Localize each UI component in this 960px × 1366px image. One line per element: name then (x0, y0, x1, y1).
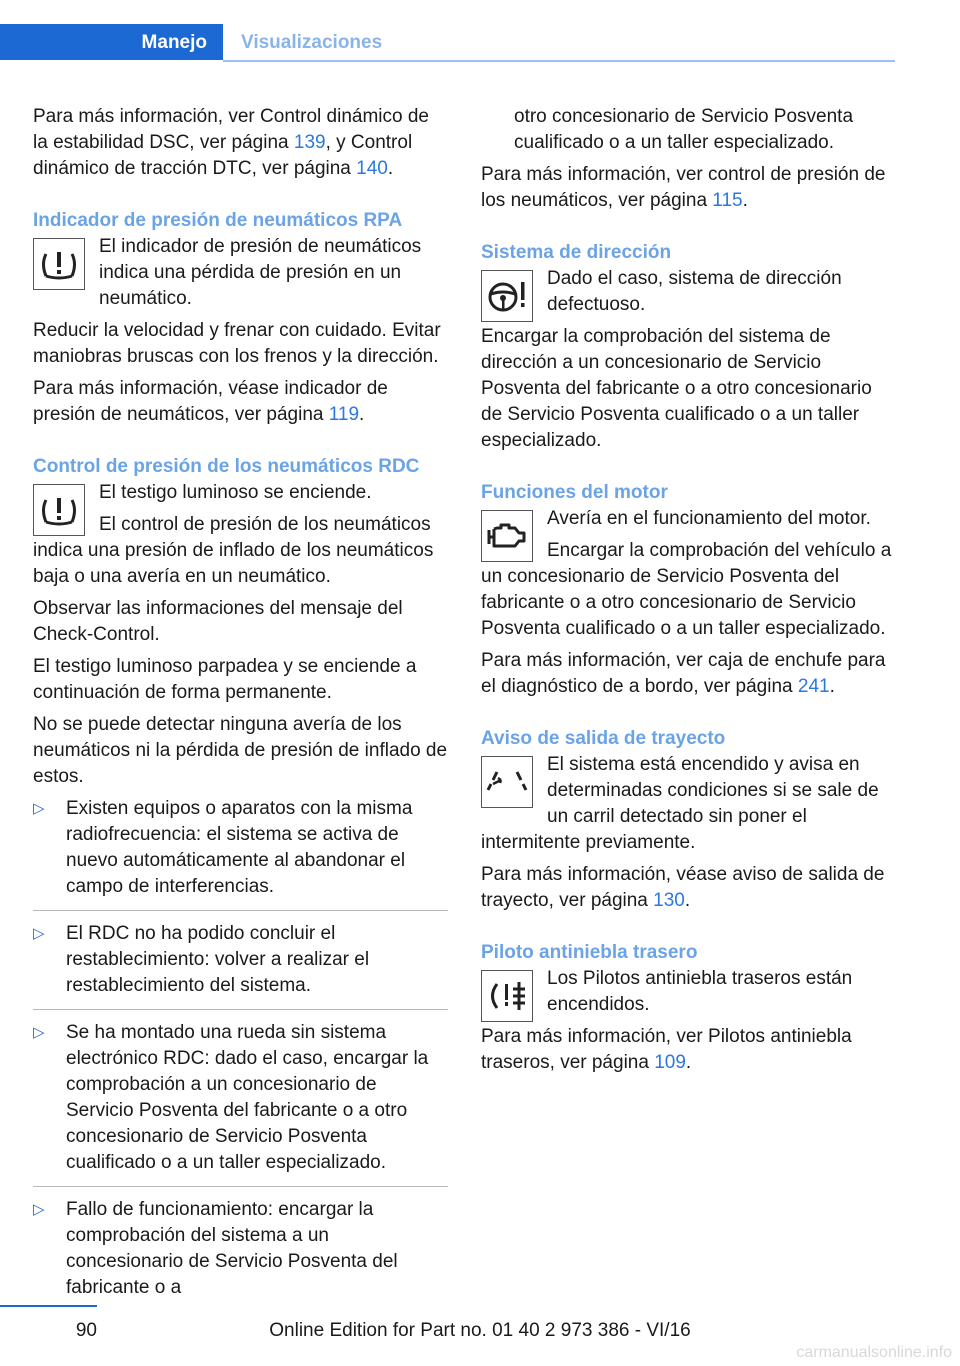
rdc-description-1: El testigo luminoso se enciende. (99, 482, 372, 503)
arrow-bullet-icon: ▷ (33, 925, 45, 942)
bullet-continuation: otro concesionario de Servicio Posventa cualificado o a un taller especializado. (514, 106, 854, 153)
rdc-paragraph-3: No se puede detectar ninguna avería de los neumáticos ni la pérdida de presión de inflado de estos. (33, 714, 448, 787)
engine-entry (481, 506, 894, 648)
engine-description: Avería en el funcionamiento del motor. (547, 508, 871, 529)
rpa-paragraph-2: Para más información, véase indicador de presión de neumáticos, ver página 119. (33, 378, 388, 425)
rpa-paragraph-1: Reducir la velocidad y frenar con cuidado. Evitar maniobras bruscas con los frenos y la dirección. (33, 320, 441, 367)
list-item: ▷ Fallo de funcionamiento: encargar la comprobación del sistema a un concesionario de Servicio Posventa del fabricante o a (33, 1199, 398, 1298)
page-link-130[interactable]: 130 (653, 890, 685, 911)
tire-pressure-warning-icon (33, 484, 85, 536)
section-title-rpa: Indicador de presión de neumáticos RPA (33, 210, 403, 231)
section-title-engine: Funciones del motor (481, 482, 668, 503)
right-column (481, 104, 894, 1082)
steering-warning-icon (481, 270, 533, 322)
page-link-241[interactable]: 241 (797, 676, 830, 697)
edition-note: Online Edition for Part no. 01 40 2 973 386 - VI/16 (269, 1320, 691, 1341)
tire-control-paragraph: Para más información, ver control de presión de los neumáticos, ver página 115. (481, 164, 886, 211)
section-title-steering: Sistema de dirección (481, 242, 672, 263)
page-link-115[interactable]: 115 (712, 190, 743, 211)
page-number: 90 (75, 1320, 97, 1341)
header-rule (223, 60, 895, 62)
rpa-description: El indicador de presión de neumáticos indica una pérdida de presión en un neumático. (99, 236, 422, 309)
lane-departure-icon (481, 756, 533, 808)
footer-rule (0, 1305, 97, 1307)
page-link-119[interactable]: 119 (328, 404, 360, 425)
engine-instruction: Encargar la comprobación del vehículo a un concesionario de Servicio Posventa del fabricante o a otro concesionario de Servicio Posventa cualificado o a un taller especializado. (481, 540, 892, 639)
rdc-bullet-list (33, 796, 448, 1311)
list-item: ▷ Existen equipos o aparatos con la misma radiofrecuencia: el sistema se activa de nuevo automáticamente al abandonar el campo de interferencias. (33, 796, 448, 911)
intro-paragraph: Para más información, ver Control dinámico de la estabilidad DSC, ver página 139, y Control dinámico de tracción DTC, ver página 140. (33, 106, 430, 179)
section-title-fog: Piloto antiniebla trasero (481, 942, 698, 963)
fog-paragraph: Para más información, ver Pilotos antiniebla traseros, ver página 109. (481, 1026, 852, 1073)
section-title-rdc: Control de presión de los neumáticos RDC (33, 456, 420, 477)
tab-manejo[interactable]: Manejo (0, 24, 223, 60)
chapter-header (0, 24, 895, 62)
rdc-paragraph-2: El testigo luminoso parpadea y se enciende a continuación de forma permanente. (33, 656, 417, 703)
rear-fog-light-icon (481, 970, 533, 1022)
page-link-140[interactable]: 140 (356, 158, 388, 179)
list-item: ▷ El RDC no ha podido concluir el restablecimiento: volver a realizar el restablecimiento del sistema. (33, 921, 448, 1010)
engine-warning-icon (481, 510, 533, 562)
engine-paragraph: Para más información, ver caja de enchufe para el diagnóstico de a bordo, ver página 241. (481, 650, 886, 697)
tab-visualizaciones[interactable]: Visualizaciones (241, 32, 383, 53)
rdc-entry (33, 480, 448, 596)
left-column (33, 104, 448, 1321)
lane-entry (481, 752, 894, 862)
list-item: ▷ Se ha montado una rueda sin sistema electrónico RDC: dado el caso, encargar la comprobación a un concesionario de Servicio Posventa del fabricante o a otro concesionario de Servicio Posventa cualificado o a un taller especializado. (33, 1020, 448, 1187)
page-link-139[interactable]: 139 (293, 132, 326, 153)
fog-entry (481, 966, 894, 1082)
rpa-entry (33, 234, 448, 318)
tire-pressure-warning-icon (33, 238, 85, 290)
rdc-paragraph-1: Observar las informaciones del mensaje del Check-Control. (33, 598, 403, 645)
steering-instruction: Encargar la comprobación del sistema de dirección a un concesionario de Servicio Posventa del fabricante o a otro concesionario de Servicio Posventa cualificado o a un taller especializado. (481, 326, 872, 451)
rdc-description-2: El control de presión de los neumáticos indica una presión de inflado de los neumáticos baja o una avería en un neumático. (33, 514, 434, 587)
steering-description: Dado el caso, sistema de dirección defectuoso. (547, 268, 842, 315)
section-title-lane: Aviso de salida de trayecto (481, 728, 726, 749)
steering-entry (481, 266, 894, 460)
arrow-bullet-icon: ▷ (33, 1024, 45, 1041)
arrow-bullet-icon: ▷ (33, 800, 45, 817)
lane-paragraph: Para más información, véase aviso de salida de trayecto, ver página 130. (481, 864, 885, 911)
page-link-109[interactable]: 109 (654, 1052, 686, 1073)
arrow-bullet-icon: ▷ (33, 1201, 45, 1218)
watermark: carmanualsonline.info (796, 1344, 952, 1361)
fog-description: Los Pilotos antiniebla traseros están encendidos. (547, 968, 853, 1015)
lane-description: El sistema está encendido y avisa en determinadas condiciones si se sale de un carril detectado sin poner el intermitente previamente. (481, 754, 879, 853)
